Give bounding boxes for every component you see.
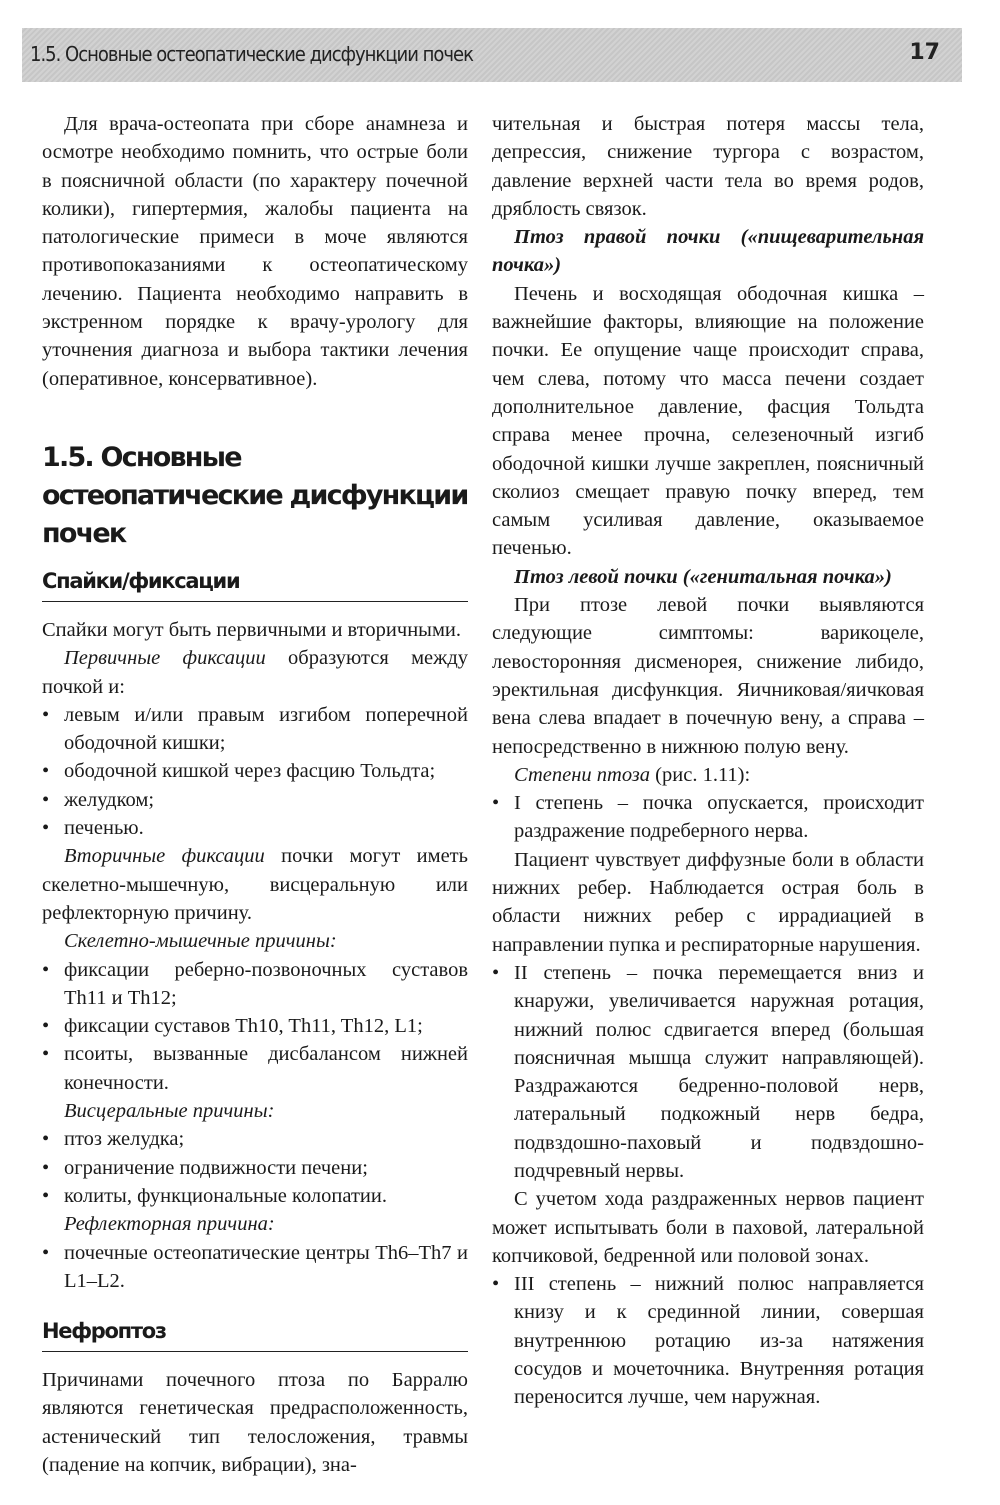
text-run: Спайки могут быть первичными и вторичными. — [42, 618, 462, 641]
bullet-item — [42, 1012, 468, 1040]
text-run: Нефроптоз — [42, 1319, 166, 1344]
text-run: Для врача-остеопата при сборе анамнеза и осмотре необходимо помнить, что острые боли в поясничной области (по характеру почечной колики), гипертермия, жалобы пациента на патологические примеси в моче являются противопоказаниями к остеопатическому лечению. Пациента необходимо направить в экстренном порядке к врачу-урологу для уточнения диагноза и выбора тактики лечения (оперативное, консервативное). — [42, 113, 468, 390]
paragraph — [42, 842, 468, 927]
header-title: 1.5. Основные остеопатические дисфункции почек — [30, 42, 473, 66]
paragraph — [492, 591, 924, 761]
text-run: Пациент чувствует диффузные боли в области нижних ребер. Наблюдается острая боль в области нижних ребер с иррадиацией в направлении пупка и респираторные нарушения. — [492, 848, 924, 956]
bullet-item — [492, 959, 924, 1185]
text-run: Птоз левой почки («генитальная почка») — [514, 565, 892, 588]
bullet-item — [42, 786, 468, 814]
bullet-item — [42, 814, 468, 842]
bullet-item — [42, 701, 468, 758]
bullet-item — [42, 1239, 468, 1296]
text-run: I степень – почка опускается, происходит раздражение подреберного нерва. — [514, 792, 924, 843]
paragraph — [42, 927, 468, 955]
text-run: печенью. — [64, 817, 144, 840]
subsection-heading — [42, 1317, 468, 1352]
paragraph — [492, 223, 924, 280]
paragraph — [42, 644, 468, 701]
text-run: ограничение подвижности печени; — [64, 1156, 368, 1179]
bullet-item — [42, 1154, 468, 1182]
text-run: птоз желудка; — [64, 1128, 185, 1151]
text-run: II степень – почка перемещается вниз и кнаружи, увеличивается наружная ротация, нижний полюс сдвигается вперед (большая поясничная мышца служит направляющей). Раздражаются бедренно-половой нерв, латеральный подкожный нерв бедра, подвздошно-паховый и подвздошно-подчревный нервы. — [514, 961, 924, 1182]
page-number: 17 — [909, 40, 940, 65]
text-run: псоиты, вызванные дисбалансом нижней конечности. — [64, 1043, 468, 1094]
text-run: образуются между почкой и: — [42, 647, 468, 698]
paragraph — [492, 280, 924, 563]
text-run: III степень – нижний полюс направляется книзу и к срединной линии, совершая внутреннюю ротацию из-за натяжения сосудов и мочеточника. Внутренняя ротация переносится лучше, чем наружная. — [514, 1273, 924, 1409]
text-run: чительная и быстрая потеря массы тела, депрессия, снижение тургора с возрастом, давление верхней части тела во время родов, дряблость связок. — [492, 113, 924, 220]
text-run: Висцеральные причины: — [64, 1100, 275, 1123]
text-run: Скелетно-мышечные причины: — [64, 930, 337, 953]
subsection-heading — [42, 567, 468, 602]
paragraph — [42, 1366, 468, 1479]
bullet-item — [42, 956, 468, 1013]
bullet-item — [492, 1270, 924, 1411]
text-run: С учетом хода раздраженных нервов пациент может испытывать боли в паховой, латеральной копчиковой, бедренной или половой зонах. — [492, 1188, 924, 1267]
paragraph — [492, 110, 924, 223]
paragraph — [42, 616, 468, 644]
text-run: Степени птоза — [514, 763, 651, 786]
text-run: 1.5. Основные остеопатические дисфункции почек — [42, 441, 468, 549]
text-run: Вторичные фиксации — [64, 845, 265, 868]
paragraph — [492, 761, 924, 789]
text-run: Рефлекторная причина: — [64, 1213, 275, 1236]
text-run: При птозе левой почки выявляются следующие симптомы: варикоцеле, левосторонняя дисменорея, снижение либидо, эректильная дисфункция. Яичниковая/яичковая вена слева впадает в почечную вену, а справа – непосредственно в нижнюю полую вену. — [492, 594, 924, 758]
text-run: ободочной кишкой через фасцию Тольдта; — [64, 760, 436, 783]
bullet-item — [42, 1182, 468, 1210]
text-run: (рис. 1.11): — [650, 763, 751, 786]
bullet-item — [492, 789, 924, 846]
text-run: почечные остеопатические центры Th6–Th7 и L1–L2. — [64, 1241, 468, 1292]
section-heading — [42, 439, 468, 553]
text-run: Спайки/фиксации — [42, 568, 240, 593]
text-run: Печень и восходящая ободочная кишка – важнейшие факторы, влияющие на положение почки. Ее опущение чаще происходит справа, чем слева, потому что масса печени создает дополнительное давление, фасция Тольдта справа менее прочна, селезеночный изгиб ободочной кишки лучше закреплен, поясничный сколиоз смещает правую почку вперед, тем самым усиливая давление, оказываемое печенью. — [492, 282, 924, 560]
paragraph — [42, 1097, 468, 1125]
text-run: почки могут иметь скелетно-мышечную, висцеральную или рефлекторную причину. — [42, 845, 468, 924]
paragraph — [492, 1185, 924, 1270]
left-column — [42, 110, 468, 1479]
bullet-item — [42, 757, 468, 785]
text-run: левым и/или правым изгибом поперечной ободочной кишки; — [64, 703, 468, 755]
bullet-item — [42, 1125, 468, 1153]
paragraph — [42, 110, 468, 393]
text-run: Причинами почечного птоза по Барралю являются генетическая предрасположенность, астенический тип телосложения, травмы (падение на копчик, вибрации), зна- — [42, 1369, 468, 1476]
text-run: колиты, функциональные колопатии. — [64, 1184, 387, 1207]
text-run: Птоз правой почки («пищеварительная почка») — [492, 226, 924, 277]
running-header — [22, 28, 962, 82]
paragraph — [492, 563, 924, 591]
text-run: фиксации реберно-позвоночных суставов Th11 и Th12; — [64, 958, 468, 1009]
text-run: Первичные фиксации — [64, 647, 266, 670]
paragraph — [492, 846, 924, 959]
paragraph — [42, 1210, 468, 1238]
bullet-item — [42, 1040, 468, 1097]
text-run: фиксации суставов Th10, Th11, Th12, L1; — [64, 1015, 423, 1038]
text-run: желудком; — [64, 788, 155, 811]
right-column — [492, 110, 924, 1412]
